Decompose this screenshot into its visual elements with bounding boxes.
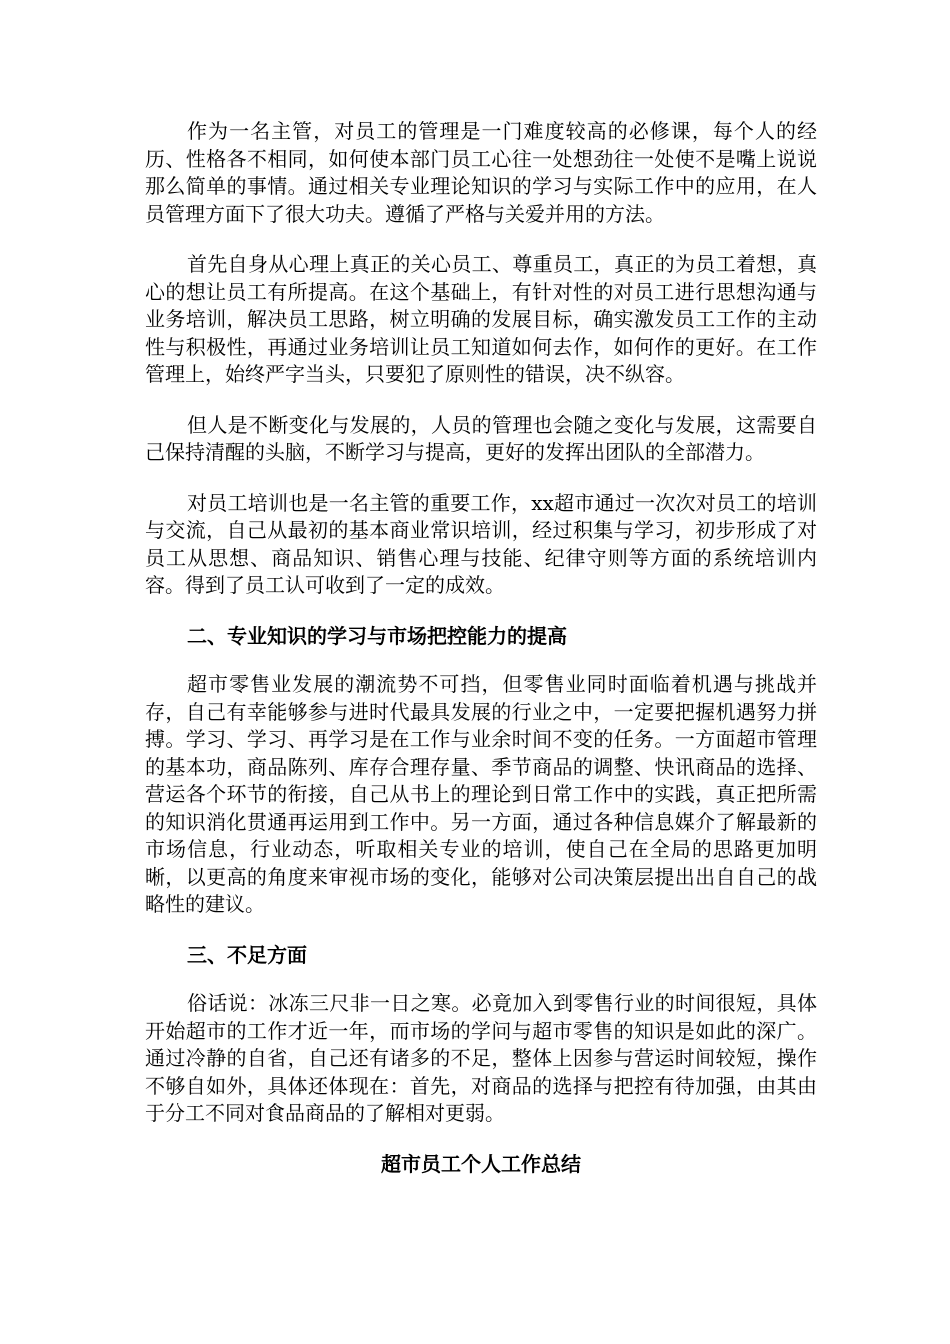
paragraph-management: 作为一名主管，对员工的管理是一门难度较高的必修课，每个人的经历、性格各不相同，如何使本部门员工心往一处想劲往一处使不是嘴上说说那么简单的事情。通过相关专业理论知识的学习与实际工作中的应用，在人员管理方面下了很大功夫。遵循了严格与关爱并用的方法。 (145, 119, 817, 226)
section-heading-professional-knowledge: 二、专业知识的学习与市场把控能力的提高 (187, 623, 567, 648)
paragraph-shortcomings: 俗话说：冰冻三尺非一日之寒。必竟加入到零售行业的时间很短，具体开始超市的工作才近一年，而市场的学问与超市零售的知识是如此的深广。通过冷静的自省，自己还有诸多的不足，整体上因参与营运时间较短，操作不够自如外，具体还体现在：首先，对商品的选择与把控有待加强，由其由于分工不同对食品商品的了解相对更弱。 (145, 991, 817, 1125)
document-page (145, 118, 817, 1178)
document-closing-title: 超市员工个人工作总结 (381, 1151, 581, 1176)
paragraph-retail-learning: 超市零售业发展的潮流势不可挡，但零售业同时面临着机遇与挑战并存，自己有幸能够参与进时代最具发展的行业之中，一定要把握机遇努力拼搏。学习、学习、再学习是在工作与业余时间不变的任务。一方面超市管理的基本功，商品陈列、库存合理存量、季节商品的调整、快讯商品的选择、营运各个环节的衔接，自己从书上的理论到日常工作中的实践，真正把所需的知识消化贯通再运用到工作中。另一方面，通过各种信息媒介了解最新的市场信息，行业动态，听取相关专业的培训，使自己在全局的思路更加明晰，以更高的角度来审视市场的变化，能够对公司决策层提出出自自己的战略性的建议。 (145, 672, 817, 916)
paragraph-staff-training: 对员工培训也是一名主管的重要工作，xx超市通过一次次对员工的培训与交流，自己从最初的基本商业常识培训，经过积集与学习，初步形成了对员工从思想、商品知识、销售心理与技能、纪律守则等方面的系统培训内容。得到了员工认可收到了一定的成效。 (145, 490, 817, 597)
section-heading-shortcomings: 三、不足方面 (187, 942, 307, 967)
paragraph-team-potential: 但人是不断变化与发展的，人员的管理也会随之变化与发展，这需要自己保持清醒的头脑，不断学习与提高，更好的发挥出团队的全部潜力。 (145, 412, 817, 464)
paragraph-care-for-staff: 首先自身从心理上真正的关心员工、尊重员工，真正的为员工着想，真心的想让员工有所提高。在这个基础上，有针对性的对员工进行思想沟通与业务培训，解决员工思路，树立明确的发展目标，确实激发员工工作的主动性与积极性，再通过业务培训让员工知道如何去作，如何作的更好。在工作管理上，始终严字当头，只要犯了原则性的错误，决不纵容。 (145, 252, 817, 386)
